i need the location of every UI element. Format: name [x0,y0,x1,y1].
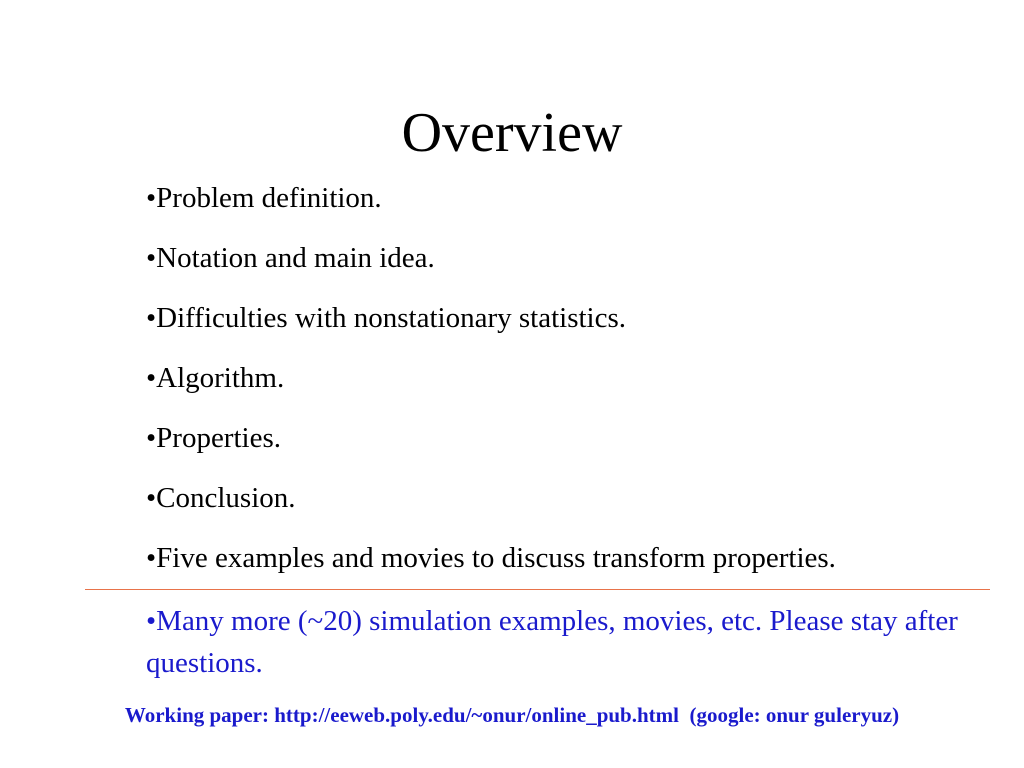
bullet-many-more: •Many more (~20) simulation examples, movies, etc. Please stay after questions. [146,605,958,679]
bullet-algorithm: •Algorithm. [146,362,285,394]
bullet-five-examples: •Five examples and movies to discuss transform properties. [146,542,836,574]
bullet-problem-definition: •Problem definition. [146,182,382,214]
bullet-properties: •Properties. [146,422,281,454]
bullet-notation: •Notation and main idea. [146,242,435,274]
bullet-list [146,182,986,602]
working-paper-footer: Working paper: http://eeweb.poly.edu/~onur/online_pub.html (google: onur guleryuz) [124,703,900,727]
bullet-conclusion: •Conclusion. [146,482,296,514]
slide-title: Overview [401,102,623,164]
bullet-difficulties: •Difficulties with nonstationary statistics. [146,302,627,334]
divider-line [85,589,990,590]
